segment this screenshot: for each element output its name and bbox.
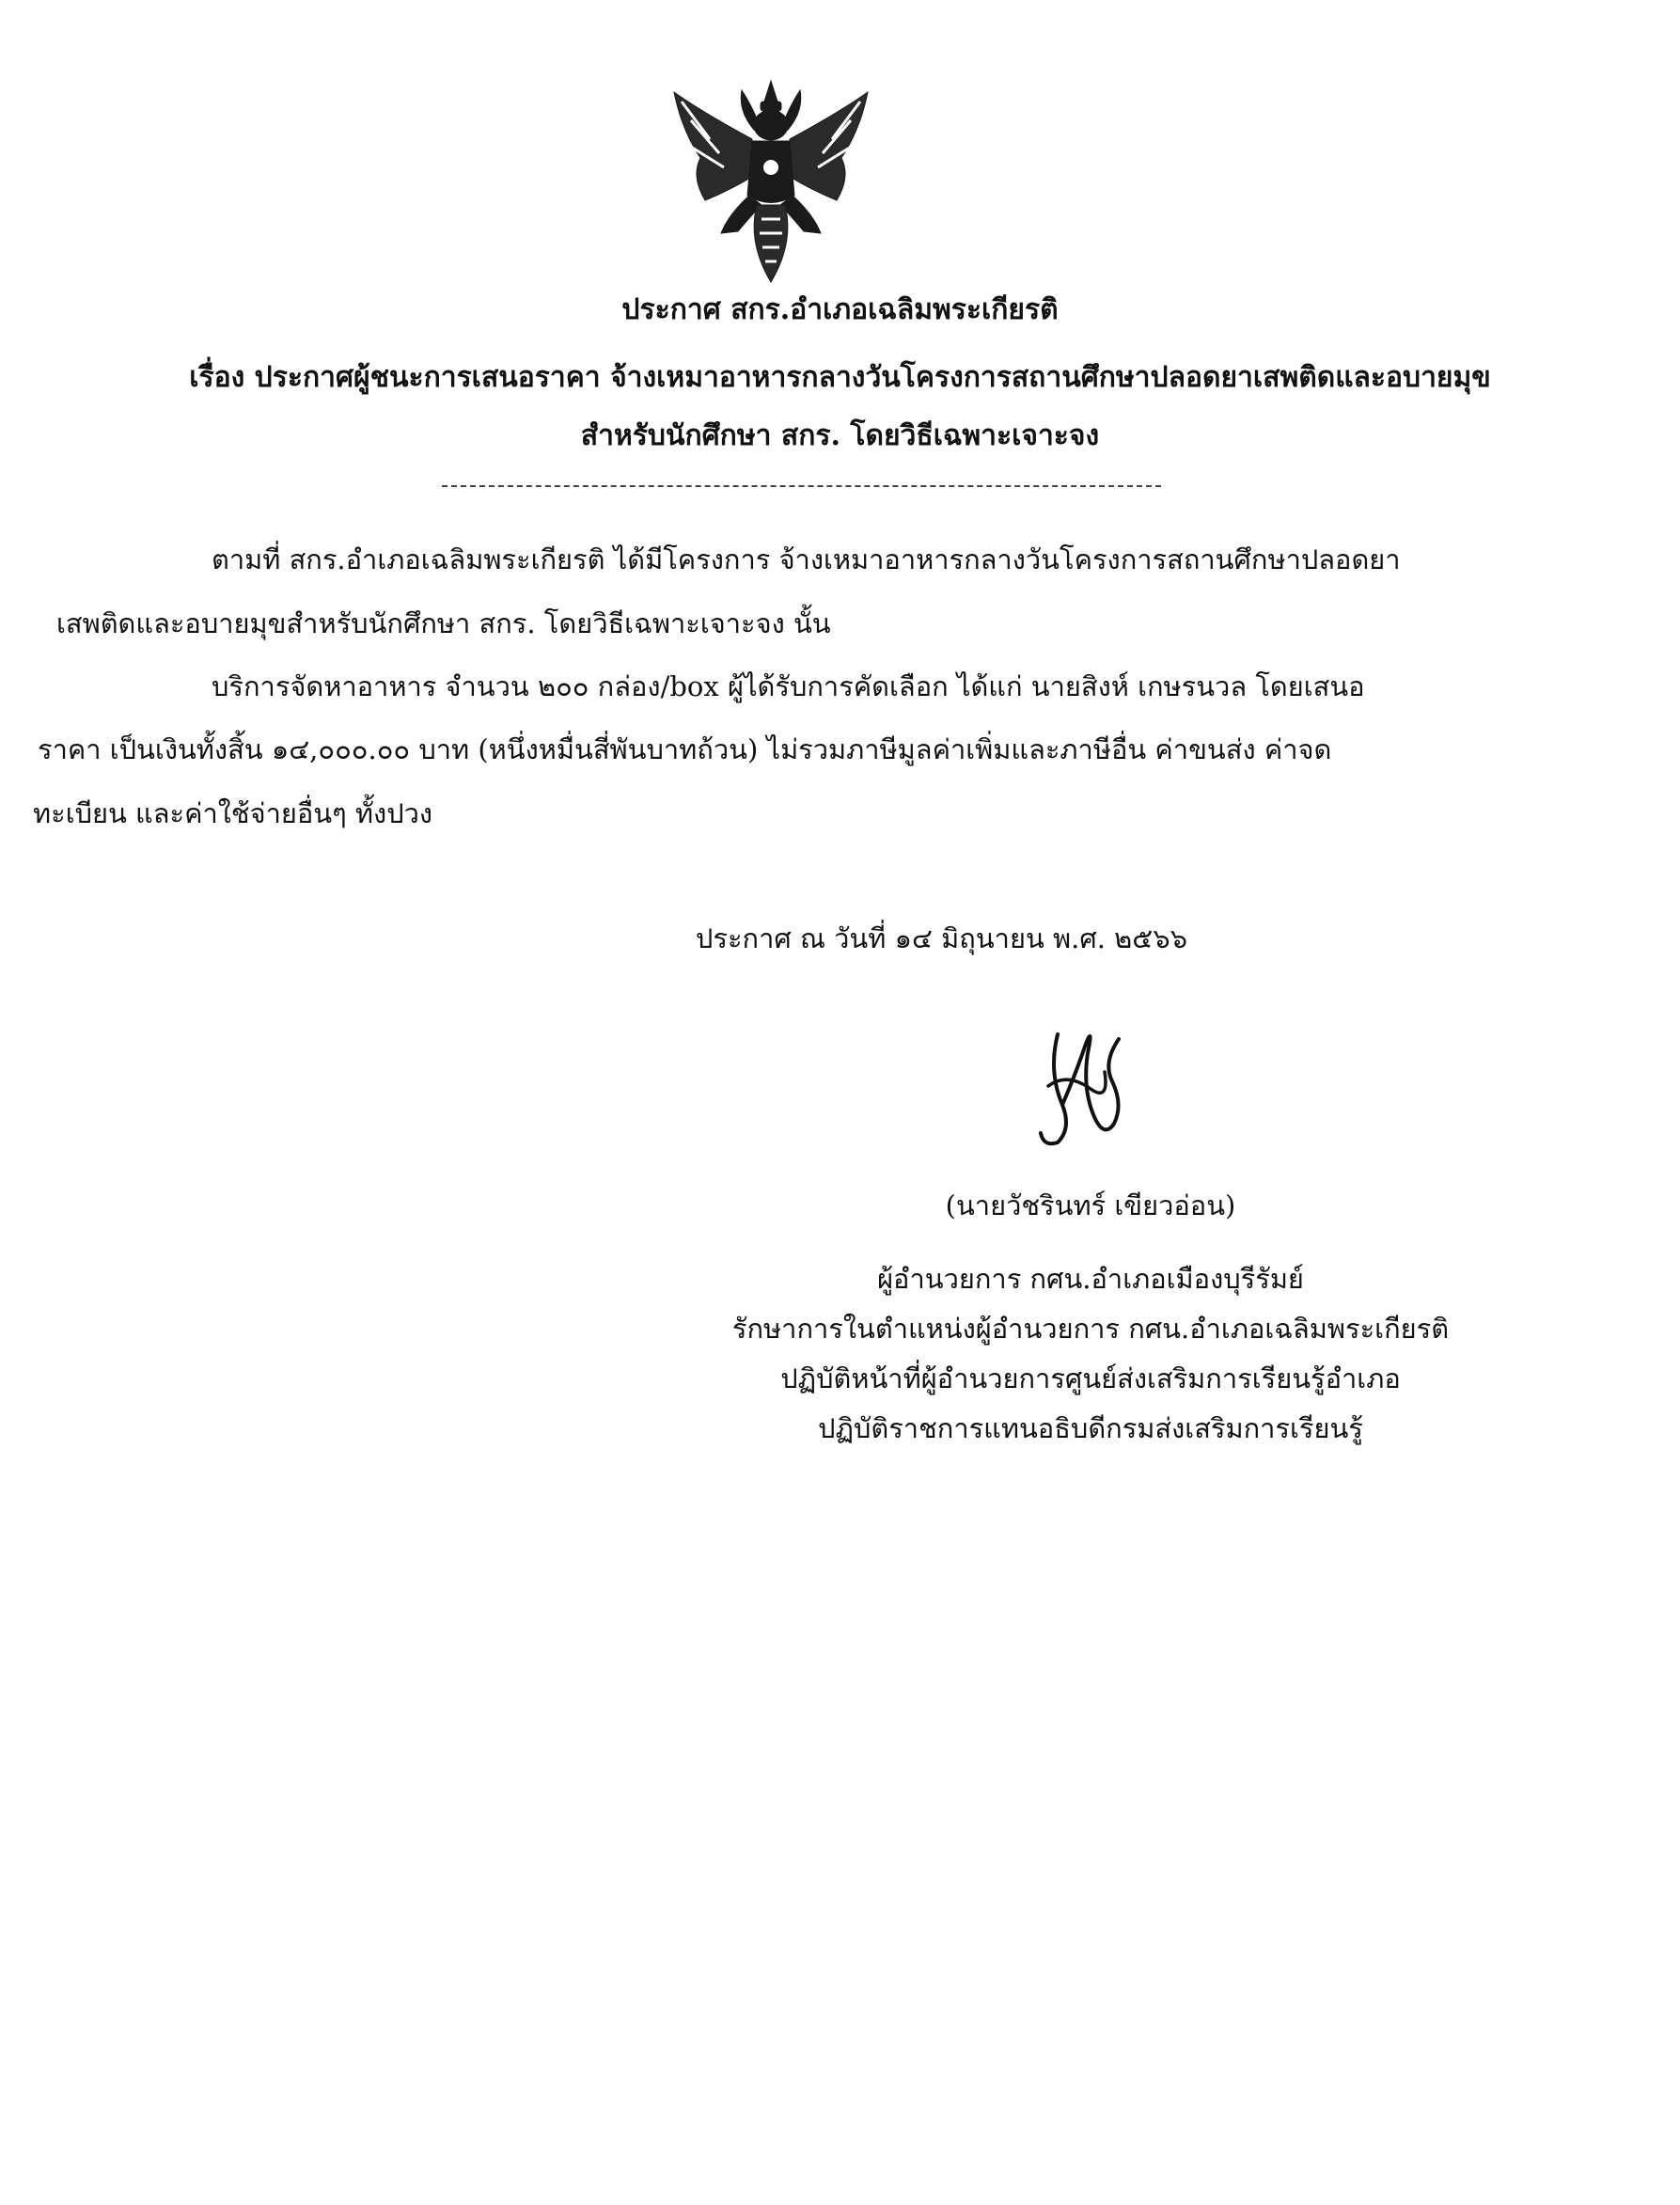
signatory-name: (นายวัชรินทร์ เขียวอ่อน): [945, 1189, 1236, 1221]
signatory-position-4: ปฏิบัติราชการแทนอธิบดีกรมส่งเสริมการเรียนรู้: [818, 1412, 1363, 1444]
body-line-4: ราคา เป็นเงินทั้งสิ้น ๑๔,๐๐๐.๐๐ บาท (หนึ่งหมื่นสี่พันบาทถ้วน) ไม่รวมภาษีมูลค่าเพิ่มและภาษีอื่น ค่าขนส่ง ค่าจด: [38, 733, 1332, 765]
announcement-title: ประกาศ สกร.อำเภอเฉลิมพระเกียรติ: [621, 293, 1059, 326]
signatory-position-1: ผู้อำนวยการ กศน.อำเภอเมืองบุรีรัมย์: [877, 1263, 1304, 1295]
dashed-divider: [442, 485, 1161, 487]
announcement-subject: เรื่อง ประกาศผู้ชนะการเสนอราคา จ้างเหมาอาหารกลางวันโครงการสถานศึกษาปลอดยาเสพติดและอบายมุข: [189, 361, 1491, 394]
garuda-emblem-icon: [663, 73, 879, 290]
body-line-2: เสพติดและอบายมุขสำหรับนักศึกษา สกร. โดยวิธีเฉพาะเจาะจง นั้น: [56, 607, 831, 639]
signatory-position-2: รักษาการในตำแหน่งผู้อำนวยการ กศน.อำเภอเฉลิมพระเกียรติ: [731, 1313, 1450, 1345]
body-line-1: ตามที่ สกร.อำเภอเฉลิมพระเกียรติ ได้มีโครงการ จ้างเหมาอาหารกลางวันโครงการสถานศึกษาปลอดยา: [212, 543, 1401, 575]
announcement-subject-cont: สำหรับนักศึกษา สกร. โดยวิธีเฉพาะเจาะจง: [580, 419, 1100, 452]
signatory-position-3: ปฏิบัติหน้าที่ผู้อำนวยการศูนย์ส่งเสริมการเรียนรู้อำเภอ: [780, 1362, 1401, 1394]
body-line-5: ทะเบียน และค่าใช้จ่ายอื่นๆ ทั้งปวง: [33, 797, 433, 829]
signature-icon: [1020, 1016, 1161, 1157]
announcement-date: ประกาศ ณ วันที่ ๑๔ มิถุนายน พ.ศ. ๒๕๖๖: [696, 922, 1188, 954]
body-line-3: บริการจัดหาอาหาร จำนวน ๒๐๐ กล่อง/box ผู้ได้รับการคัดเลือก ได้แก่ นายสิงห์ เกษรนวล โดยเสนอ: [212, 670, 1365, 702]
